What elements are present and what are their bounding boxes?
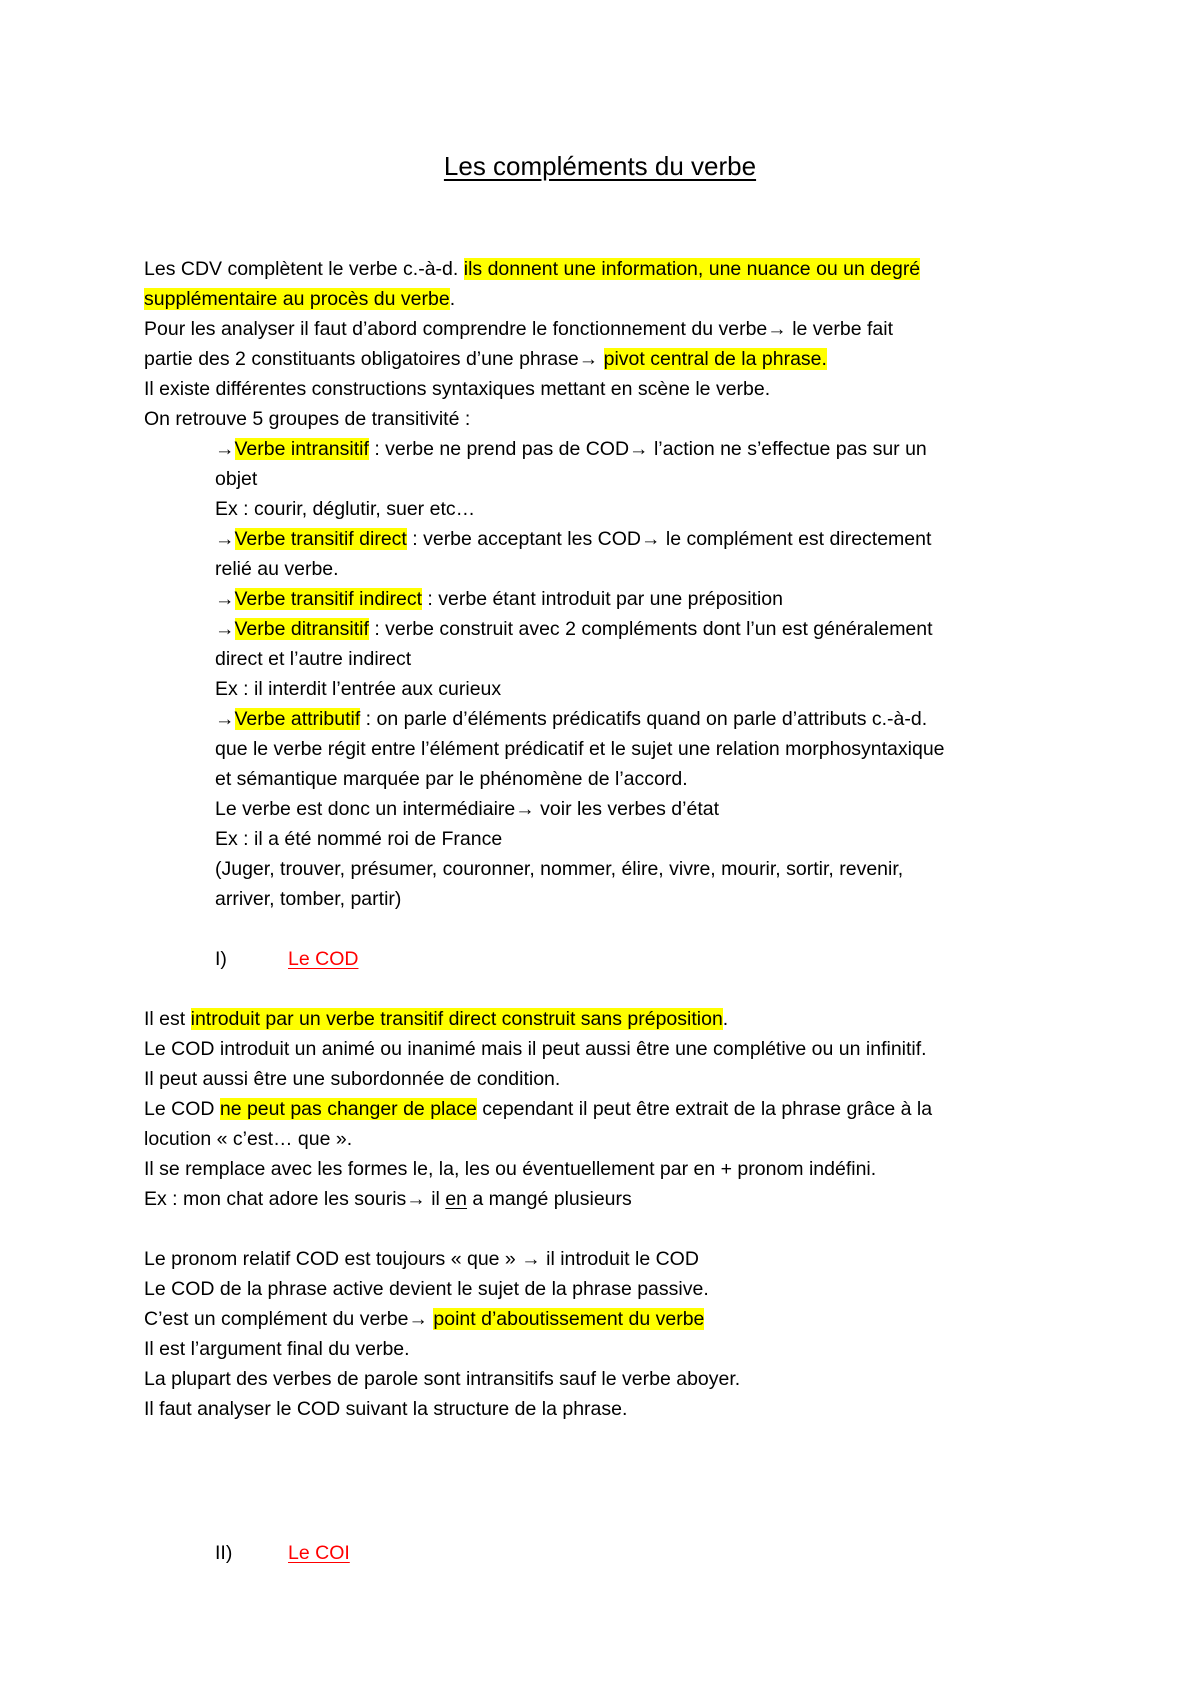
intro-line-6: On retrouve 5 groupes de transitivité : bbox=[144, 408, 471, 430]
cod-line-4: Le COD ne peut pas changer de place cependant il peut être extrait de la phrase grâce à la bbox=[144, 1098, 933, 1120]
cod-line-12: La plupart des verbes de parole sont intransitifs sauf le verbe aboyer. bbox=[144, 1368, 741, 1390]
group-transitif-indirect: →Verbe transitif indirect : verbe étant introduit par une préposition bbox=[215, 588, 783, 610]
intro-line-5: Il existe différentes constructions syntaxiques mettant en scène le verbe. bbox=[144, 378, 771, 400]
intro-line-4: partie des 2 constituants obligatoires d’une phrase→ pivot central de la phrase. bbox=[144, 348, 827, 370]
example-line: Ex : il interdit l’entrée aux curieux bbox=[215, 678, 502, 700]
section-heading-coi: Le COI bbox=[288, 1542, 350, 1564]
cod-line-6: Il se remplace avec les formes le, la, les ou éventuellement par en + pronom indéfini. bbox=[144, 1158, 877, 1180]
highlight: introduit par un verbe transitif direct construit sans préposition bbox=[190, 1008, 723, 1030]
group-label: Verbe ditransitif bbox=[234, 618, 369, 640]
cod-line-9: Le COD de la phrase active devient le sujet de la phrase passive. bbox=[144, 1278, 709, 1300]
highlight: point d’aboutissement du verbe bbox=[433, 1308, 705, 1330]
group-label: Verbe transitif indirect bbox=[234, 588, 423, 610]
group-line: objet bbox=[215, 468, 258, 490]
section-number: II) bbox=[215, 1542, 233, 1564]
intro-line-3: Pour les analyser il faut d’abord comprendre le fonctionnement du verbe→ le verbe fait bbox=[144, 318, 893, 340]
document-title: Les compléments du verbe bbox=[443, 151, 757, 181]
cod-line-7: Ex : mon chat adore les souris→ il en a mangé plusieurs bbox=[144, 1188, 632, 1210]
example-line: Ex : courir, déglutir, suer etc… bbox=[215, 498, 476, 520]
highlight: supplémentaire au procès du verbe bbox=[144, 288, 450, 310]
group-label: Verbe transitif direct bbox=[234, 528, 407, 550]
cod-line-11: Il est l’argument final du verbe. bbox=[144, 1338, 410, 1360]
intro-line-2: supplémentaire au procès du verbe. bbox=[144, 288, 456, 310]
group-line: arriver, tomber, partir) bbox=[215, 888, 402, 910]
group-line: relié au verbe. bbox=[215, 558, 339, 580]
highlight: ne peut pas changer de place bbox=[219, 1098, 477, 1120]
group-attributif: →Verbe attributif : on parle d’éléments prédicatifs quand on parle d’attributs c.-à-d. bbox=[215, 708, 928, 730]
section-heading-cod: Le COD bbox=[288, 948, 359, 970]
highlight: pivot central de la phrase. bbox=[603, 348, 827, 370]
arrow-icon: → bbox=[215, 588, 235, 610]
group-line: (Juger, trouver, présumer, couronner, nommer, élire, vivre, mourir, sortir, revenir, bbox=[215, 858, 904, 880]
arrow-icon: → bbox=[215, 708, 235, 730]
arrow-icon: → bbox=[215, 438, 235, 460]
arrow-icon: → bbox=[215, 528, 235, 550]
intro-line-1: Les CDV complètent le verbe c.-à-d. ils donnent une information, une nuance ou un degré bbox=[144, 258, 921, 280]
group-transitif-direct: →Verbe transitif direct : verbe acceptant les COD→ le complément est directement bbox=[215, 528, 932, 550]
section-number: I) bbox=[215, 948, 227, 970]
group-line: que le verbe régit entre l’élément prédicatif et le sujet une relation morphosyntaxique bbox=[215, 738, 945, 760]
cod-line-10: C’est un complément du verbe→ point d’aboutissement du verbe bbox=[144, 1308, 705, 1330]
group-line: et sémantique marquée par le phénomène de l’accord. bbox=[215, 768, 688, 790]
cod-line-2: Le COD introduit un animé ou inanimé mais il peut aussi être une complétive ou un infinitif. bbox=[144, 1038, 927, 1060]
arrow-icon: → bbox=[215, 618, 235, 640]
group-intransitif: →Verbe intransitif : verbe ne prend pas de COD→ l’action ne s’effectue pas sur un bbox=[215, 438, 927, 460]
cod-line-1: Il est introduit par un verbe transitif direct construit sans préposition. bbox=[144, 1008, 729, 1030]
group-label: Verbe intransitif bbox=[234, 438, 369, 460]
group-line: Le verbe est donc un intermédiaire→ voir les verbes d’état bbox=[215, 798, 720, 820]
cod-line-3: Il peut aussi être une subordonnée de condition. bbox=[144, 1068, 561, 1090]
cod-line-8: Le pronom relatif COD est toujours « que » → il introduit le COD bbox=[144, 1248, 699, 1270]
group-ditransitif: →Verbe ditransitif : verbe construit avec 2 compléments dont l’un est généralement bbox=[215, 618, 933, 640]
highlight: ils donnent une information, une nuance ou un degré bbox=[463, 258, 921, 280]
cod-line-13: Il faut analyser le COD suivant la structure de la phrase. bbox=[144, 1398, 628, 1420]
example-line: Ex : il a été nommé roi de France bbox=[215, 828, 503, 850]
cod-line-5: locution « c’est… que ». bbox=[144, 1128, 353, 1150]
group-line: direct et l’autre indirect bbox=[215, 648, 412, 670]
group-label: Verbe attributif bbox=[234, 708, 361, 730]
